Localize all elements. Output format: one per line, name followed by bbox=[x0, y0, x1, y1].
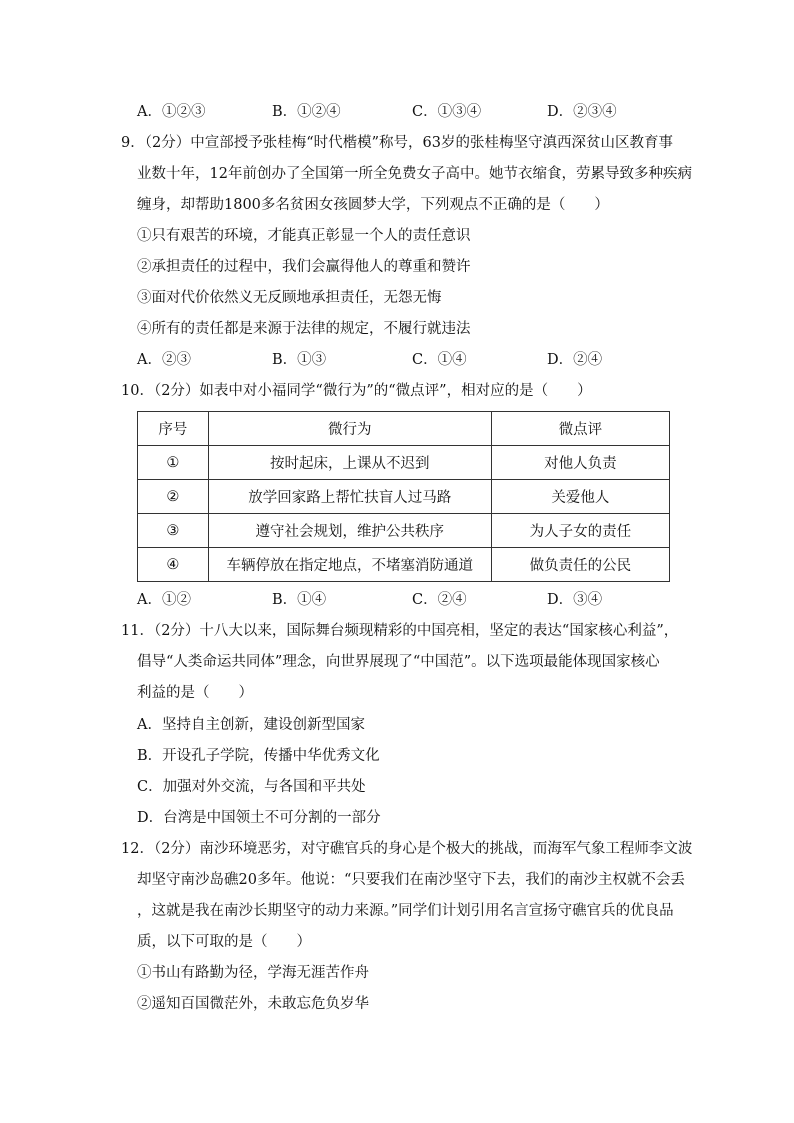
option-c: C．②④ bbox=[412, 592, 467, 608]
row-number: ④ bbox=[138, 548, 209, 582]
option-c: C．①③④ bbox=[412, 104, 482, 120]
q12-statement-1: ①书山有路勤为径，学海无涯苦作舟 bbox=[137, 965, 369, 981]
column-header-comment: 微点评 bbox=[491, 412, 669, 446]
row-comment: 关爱他人 bbox=[491, 480, 669, 514]
option-d: D．③④ bbox=[547, 592, 603, 608]
row-behavior: 车辆停放在指定地点，不堵塞消防通道 bbox=[208, 548, 491, 582]
option-a: A．①②③ bbox=[137, 104, 206, 120]
row-number: ② bbox=[138, 480, 209, 514]
option-a: A．②③ bbox=[137, 352, 191, 368]
table-header-row bbox=[138, 412, 670, 446]
q11-option-b: B．开设孔子学院，传播中华优秀文化 bbox=[137, 748, 380, 764]
q12-stem-line-4: 质，以下可取的是（ ） bbox=[137, 934, 311, 950]
option-d: D．②④ bbox=[547, 352, 603, 368]
prev-question-options bbox=[137, 102, 677, 122]
q11-stem-line-1: 11．（2分）十八大以来，国际舞台频现精彩的中国亮相，坚定的表达“国家核心利益”， bbox=[121, 623, 679, 639]
q11-option-d: D．台湾是中国领土不可分割的一部分 bbox=[137, 810, 381, 826]
row-behavior: 按时起床，上课从不迟到 bbox=[208, 446, 491, 480]
q9-stem-line-1: 9．（2分）中宣部授予张桂梅“时代楷模”称号，63岁的张桂梅坚守滇西深贫山区教育事 bbox=[121, 135, 673, 151]
table-row bbox=[138, 514, 670, 548]
q12-statement-2: ②遥知百国微茫外，未敢忘危负岁华 bbox=[137, 996, 369, 1012]
row-behavior: 遵守社会规划，维护公共秩序 bbox=[208, 514, 491, 548]
option-b: B．①③ bbox=[272, 352, 327, 368]
row-comment: 为人子女的责任 bbox=[491, 514, 669, 548]
q10-stem: 10．（2分）如表中对小福同学“微行为”的“微点评”，相对应的是（ ） bbox=[121, 383, 592, 399]
row-behavior: 放学回家路上帮忙扶盲人过马路 bbox=[208, 480, 491, 514]
q11-option-a: A．坚持自主创新，建设创新型国家 bbox=[137, 717, 365, 733]
q10-options bbox=[137, 590, 677, 610]
column-header-behavior: 微行为 bbox=[208, 412, 491, 446]
q9-stem-line-2: 业数十年，12年前创办了全国第一所全免费女子高中。她节衣缩食，劳累导致多种疾病 bbox=[137, 166, 692, 182]
table-row bbox=[138, 480, 670, 514]
q12-stem-line-1: 12．（2分）南沙环境恶劣，对守礁官兵的身心是个极大的挑战，而海军气象工程师李文波 bbox=[121, 841, 693, 857]
q9-stem-line-3: 缠身，却帮助1800多名贫困女孩圆梦大学，下列观点不正确的是（ ） bbox=[137, 197, 609, 213]
behavior-comment-table bbox=[137, 411, 670, 582]
q9-statement-3: ③面对代价依然义无反顾地承担责任，无怨无悔 bbox=[137, 290, 442, 306]
table-row bbox=[138, 446, 670, 480]
row-comment: 对他人负责 bbox=[491, 446, 669, 480]
row-comment: 做负责任的公民 bbox=[491, 548, 669, 582]
row-number: ① bbox=[138, 446, 209, 480]
row-number: ③ bbox=[138, 514, 209, 548]
q9-statement-2: ②承担责任的过程中，我们会赢得他人的尊重和赞许 bbox=[137, 259, 471, 275]
option-d: D．②③④ bbox=[547, 104, 617, 120]
option-c: C．①④ bbox=[412, 352, 467, 368]
option-b: B．①④ bbox=[272, 592, 327, 608]
option-a: A．①② bbox=[137, 592, 191, 608]
q12-stem-line-2: 却坚守南沙岛礁20多年。他说：“只要我们在南沙坚守下去，我们的南沙主权就不会丢 bbox=[137, 872, 685, 888]
table-row bbox=[138, 548, 670, 582]
q9-statement-4: ④所有的责任都是来源于法律的规定，不履行就违法 bbox=[137, 321, 471, 337]
q9-statement-1: ①只有艰苦的环境，才能真正彰显一个人的责任意识 bbox=[137, 228, 471, 244]
q12-stem-line-3: ，这就是我在南沙长期坚守的动力来源。”同学们计划引用名言宣扬守礁官兵的优良品 bbox=[137, 903, 674, 919]
column-header-number: 序号 bbox=[138, 412, 209, 446]
option-b: B．①②④ bbox=[272, 104, 341, 120]
q9-options bbox=[137, 350, 677, 370]
q11-stem-line-2: 倡导“人类命运共同体”理念，向世界展现了“中国范”。以下选项最能体现国家核心 bbox=[137, 654, 660, 670]
q11-option-c: C．加强对外交流，与各国和平共处 bbox=[137, 779, 366, 795]
q11-stem-line-3: 利益的是（ ） bbox=[137, 685, 253, 701]
